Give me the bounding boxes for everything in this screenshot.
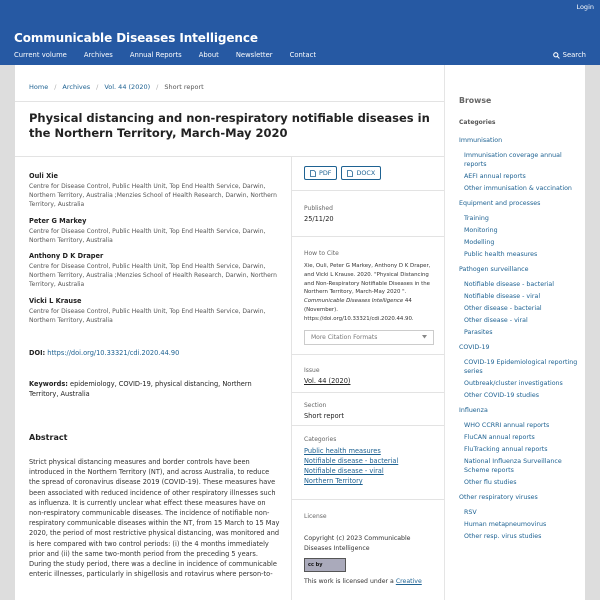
categories-block [304,436,434,486]
divider [15,156,444,157]
section-block [304,402,434,420]
cc-badge-text: cc by [308,562,323,568]
sidebar-category[interactable]: Immunisation [459,137,503,144]
sidebar-subcategory[interactable]: FluCAN annual reports [464,434,535,441]
breadcrumb-separator: / [54,83,57,91]
breadcrumb-home[interactable]: Home [29,83,49,91]
keywords-label: Keywords: [29,380,68,388]
galley-links [304,166,381,180]
caret-down-icon [422,335,427,339]
divider [292,425,444,426]
pdf-button[interactable] [304,166,337,180]
sidebar-subcategory[interactable]: Immunisation coverage annual reports [464,152,562,168]
divider [292,392,444,393]
divider [292,499,444,500]
author-entry [29,297,279,325]
author-affiliation: Centre for Disease Control, Public Health Unit, Top End Health Service, Darwin, Northern Territory, Australia [29,308,266,324]
sidebar-category[interactable]: Other respiratory viruses [459,494,538,501]
abstract-heading: Abstract [29,433,68,442]
search-label: Search [562,51,586,59]
sidebar-subcategory[interactable]: Public health measures [464,251,538,258]
issue-link[interactable]: Vol. 44 (2020) [304,377,351,385]
category-link[interactable]: Notifiable disease - viral [304,467,384,475]
sidebar-subcategory[interactable]: RSV [464,509,477,516]
author-name: Anthony D K Draper [29,252,104,260]
sidebar-subcategory[interactable]: Other COVID-19 studies [464,392,540,399]
sidebar [444,65,585,600]
category-links [304,446,434,486]
site-title[interactable]: Communicable Diseases Intelligence [14,31,258,45]
cite-block [304,250,434,345]
creative-commons-link[interactable]: Creative [395,578,422,585]
sidebar-categories-label: Categories [459,119,496,126]
license-label: License [304,513,327,520]
sidebar-subcategory[interactable]: Notifiable disease - viral [464,293,541,300]
issue-block [304,367,434,385]
keywords [29,379,269,399]
breadcrumb-archives[interactable]: Archives [62,83,91,91]
author-entry [29,217,279,245]
category-link[interactable]: Public health measures [304,447,381,455]
sidebar-subcategory[interactable]: National Influenza Surveillance Scheme reports [464,458,562,474]
nav-annual-reports[interactable]: Annual Reports [129,51,182,59]
citation-journal: Communicable Diseases Intelligence [304,298,404,305]
search-icon [553,52,560,59]
citation-tail: 44 (November). https://doi.org/10.33321/cdi.2020.44.90. [304,298,414,322]
keywords-value: epidemiology, COVID-19, physical distancing, Northern Territory, Australia [29,380,252,398]
file-icon [347,170,353,177]
main-nav [14,51,316,59]
sidebar-subcategory[interactable]: Other resp. virus studies [464,533,542,540]
doi [29,349,179,357]
categories-label: Categories [304,436,337,443]
sidebar-category[interactable]: COVID-19 [459,344,490,351]
author-affiliation: Centre for Disease Control, Public Health Unit, Top End Health Service, Darwin, Northern Territory, Australia ;Menzies School of Health Research, Darwin, Northern Territory, Australia [29,263,277,288]
docx-label: DOCX [356,169,376,177]
docx-button[interactable] [341,166,381,180]
breadcrumb-separator: / [96,83,99,91]
doi-link[interactable]: https://doi.org/10.33321/cdi.2020.44.90 [47,349,180,357]
author-entry [29,252,279,289]
sidebar-category[interactable]: Influenza [459,407,488,414]
section-label: Section [304,402,327,409]
sidebar-subcategory[interactable]: Other immunisation & vaccination [464,185,572,192]
published-date: 25/11/20 [304,215,334,223]
doi-label: DOI: [29,349,46,357]
sidebar-subcategory[interactable]: COVID-19 Epidemiological reporting series [464,359,578,375]
license-block [304,513,434,587]
sidebar-subcategory[interactable]: Training [464,215,489,222]
cc-by-badge[interactable] [304,558,346,572]
nav-newsletter[interactable]: Newsletter [235,51,273,59]
license-tail: This work is licensed under a [304,578,396,585]
login-link[interactable]: Login [576,3,594,11]
sidebar-category[interactable]: Pathogen surveillance [459,266,529,273]
sidebar-subcategory[interactable]: Other disease - bacterial [464,305,542,312]
sidebar-category[interactable]: Equipment and processes [459,200,541,207]
breadcrumb-issue[interactable]: Vol. 44 (2020) [104,83,151,91]
nav-about[interactable]: About [198,51,219,59]
citation-formats-label: More Citation Formats [311,333,378,341]
article-page [15,65,444,600]
divider [292,236,444,237]
author-name: Ouli Xie [29,172,58,180]
breadcrumb [29,83,204,91]
sidebar-subcategory[interactable]: Outbreak/cluster investigations [464,380,563,387]
nav-archives[interactable]: Archives [83,51,113,59]
sidebar-subcategory[interactable]: AEFI annual reports [464,173,526,180]
author-affiliation: Centre for Disease Control, Public Health Unit, Top End Health Service, Darwin, Northern Territory, Australia [29,228,266,244]
search-button[interactable] [553,51,586,59]
license-statement [304,577,434,587]
citation-formats-dropdown[interactable] [304,330,434,345]
sidebar-subcategory[interactable]: Other flu studies [464,479,517,486]
abstract-text: Strict physical distancing measures and border controls have been introduced in the Northern Territory (NT), and across Australia, to reduce the spread of coronavirus disease 2019 (COVID-19). These measures have been associated with reduced incidence of other respiratory illnesses such as influenza. It is currently unclear what effect these measures have on non-respiratory communicable diseases. The incidence of notifiable non-respiratory communicable diseases within the NT, from 15 March to 15 May 2020, the period of most restrictive physical distancing, was monitored and is here compared with two control periods: (i) the 4 months immediately prior and (ii) the same two-month period from the preceding 5 years. During the study period, there was a decline in incidence of communicable enteric illnesses, particularly in shigellosis and rotavirus where person-to- [29,458,280,579]
sidebar-subcategory[interactable]: Notifiable disease - bacterial [464,281,555,288]
author-entry [29,172,279,209]
author-name: Peter G Markey [29,217,87,225]
sidebar-subcategory[interactable]: WHO CCRRI annual reports [464,422,550,429]
sidebar-subcategory[interactable]: Monitoring [464,227,498,234]
site-header [0,0,600,65]
citation-body: Xie, Ouli, Peter G Markey, Anthony D K Draper, and Vicki L Krause. 2020. "Physical Distancing and Non-Respiratory Notifiable Diseases in the Northern Territory, March-May 2020 ". [304,263,431,296]
license-text: Copyright (c) 2023 Communicable Diseases Intelligence [304,535,411,552]
sidebar-subcategory[interactable]: Other disease - viral [464,317,528,324]
published-label: Published [304,205,333,212]
sidebar-heading: Browse [459,96,492,105]
file-icon [310,170,316,177]
breadcrumb-separator: / [156,83,159,91]
author-name: Vicki L Krause [29,297,82,305]
article-title: Physical distancing and non-respiratory notifiable diseases in the Northern Territory, March-May 2020 [29,111,430,140]
sidebar-subcategory[interactable]: Parasites [464,329,493,336]
sidebar-subcategory[interactable]: Modelling [464,239,495,246]
sidebar-subcategory[interactable]: FluTracking annual reports [464,446,548,453]
section-value: Short report [304,412,344,420]
category-link[interactable]: Northern Territory [304,477,363,485]
category-link[interactable]: Notifiable disease - bacterial [304,457,399,465]
breadcrumb-current: Short report [164,83,204,91]
cite-label: How to Cite [304,250,339,257]
divider [292,190,444,191]
column-divider [291,156,292,600]
sidebar-subcategory[interactable]: Human metapneumovirus [464,521,547,528]
category-tree [459,133,584,544]
pdf-label: PDF [319,169,332,177]
nav-current-volume[interactable]: Current volume [14,51,67,59]
citation-text [304,262,434,324]
divider [15,101,444,102]
author-affiliation: Centre for Disease Control, Public Health Unit, Top End Health Service, Darwin, Northern Territory, Australia ;Menzies School of Health Research, Darwin, Northern Territory, Australia [29,183,277,208]
divider [292,354,444,355]
published-block [304,205,434,223]
issue-label: Issue [304,367,320,374]
nav-contact[interactable]: Contact [289,51,317,59]
